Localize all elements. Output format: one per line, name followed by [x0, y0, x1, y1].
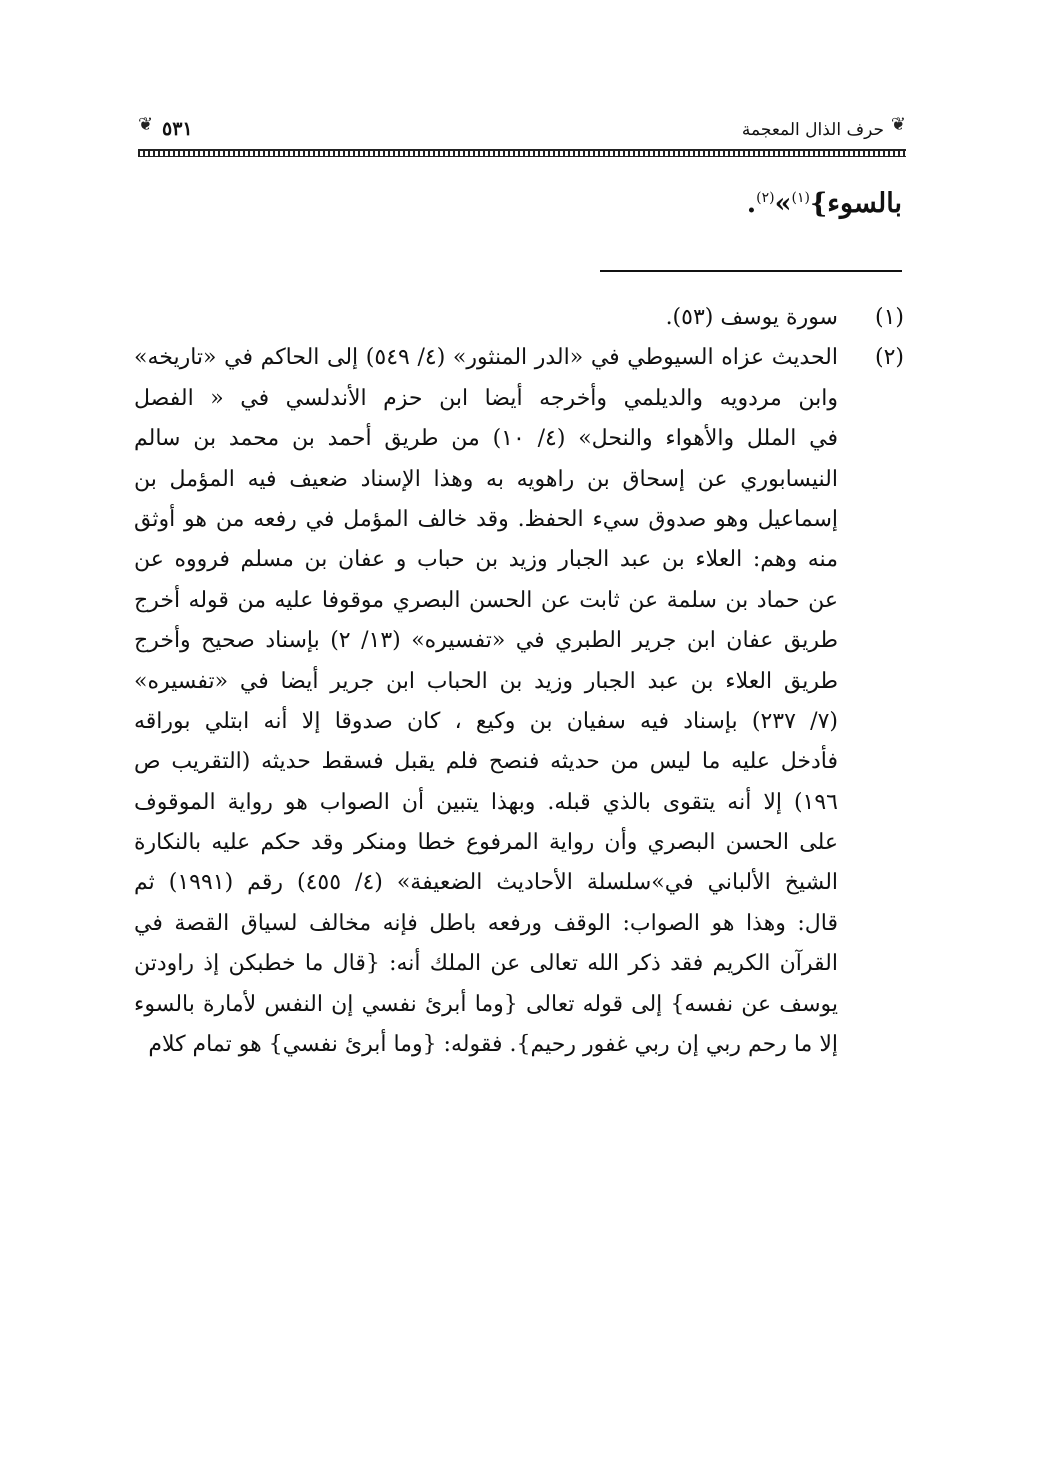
footnote-line: فأدخل عليه ما ليس من حديثه فنصح فلم يقبل فسقط حديثه (التقريب ص: [134, 749, 838, 775]
period: .: [746, 188, 757, 219]
footnotes: [134, 298, 904, 1065]
main-text: بالسوء}: [809, 188, 902, 219]
footnote-line: منه وهم: العلاء بن عبد الجبار وزيد بن حباب و عفان بن مسلم فرووه عن: [134, 547, 838, 573]
header-title: حرف الذال المعجمة: [741, 120, 884, 140]
footnote-text: [134, 298, 838, 338]
footnote-line: إلا ما رحم ربي إن ربي غفور رحيم}. فقوله: {وما أبرئ نفسي} هو تمام كلام: [148, 1032, 838, 1058]
footnote-line: الشيخ الألباني في»سلسلة الأحاديث الضعيفة» (٤/ ٤٥٥) رقم (١٩٩١) ثم: [134, 870, 838, 896]
footnote-line: يوسف عن نفسه} إلى قوله تعالى {وما أبرئ نفسي إن النفس لأمارة بالسوء: [134, 991, 838, 1017]
footnote-line: قال: وهذا هو الصواب: الوقف ورفعه باطل فإنه مخالف لسياق القصة في: [134, 910, 838, 936]
footnote-line: طريق العلاء بن عبد الجبار وزيد بن الحباب ابن جرير أيضا في «تفسيره»: [134, 668, 838, 694]
page-number: ٥٣١: [162, 118, 193, 140]
header-ornament-right-icon: ❦: [890, 114, 906, 135]
footnote-number: (٢): [874, 345, 904, 371]
footnote-line: وابن مردويه والديلمي وأخرجه أيضا ابن حزم الأندلسي في « الفصل: [134, 385, 838, 411]
header-rule: [138, 149, 906, 157]
footnote-line: على الحسن البصري وأن رواية المرفوع خطا ومنكر وقد حكم عليه بالنكارة: [134, 830, 838, 856]
footnote-line: طريق عفان ابن جرير الطبري في «تفسيره» (١٣/ ٢) بإسناد صحيح وأخرج: [134, 628, 838, 654]
footnote-1: [134, 298, 904, 338]
page-header: [138, 112, 906, 156]
footnote-line: الحديث عزاه السيوطي في «الدر المنثور» (٤/ ٥٤٩) إلى الحاكم في «تاريخه»: [134, 345, 838, 371]
footnote-ref-1: (١): [791, 190, 810, 206]
footnote-ref-2: (٢): [756, 190, 775, 206]
footnote-number: (١): [874, 305, 904, 330]
footnote-line: سورة يوسف (٥٣).: [665, 305, 838, 330]
footnote-line: القرآن الكريم فقد ذكر الله تعالى عن الملك أنه: {قال ما خطبكن إذ راودتن: [134, 951, 838, 977]
footnote-line: في الملل والأهواء والنحل» (٤/ ١٠) من طريق أحمد بن محمد بن سالم: [134, 426, 838, 452]
footnote-line: عن حماد بن سلمة عن ثابت عن الحسن البصري موقوفا عليه من قوله أخرج: [134, 587, 838, 613]
footnote-line: ١٩٦) إلا أنه يتقوى بالذي قبله. وبهذا يتبين أن الصواب هو رواية الموقوف: [134, 789, 838, 815]
footnote-separator: [600, 270, 902, 272]
footnote-line: إسماعيل وهو صدوق سيء الحفظ. وقد خالف المؤمل في رفعه من هو أوثق: [134, 506, 838, 532]
footnote-line: (٧/ ٢٣٧) بإسناد فيه سفيان بن وكيع ، كان صدوقا إلا أنه ابتلي بوراقه: [134, 708, 838, 734]
footnote-line: النيسابوري عن إسحاق بن راهويه به وهذا الإسناد ضعيف فيه المؤمل بن: [134, 466, 838, 492]
quote-close: »: [774, 188, 792, 219]
footnote-text: [134, 338, 838, 1065]
footnote-2: [134, 338, 904, 1065]
header-ornament-left-icon: ❦: [138, 114, 154, 135]
main-text-line: [142, 178, 902, 224]
